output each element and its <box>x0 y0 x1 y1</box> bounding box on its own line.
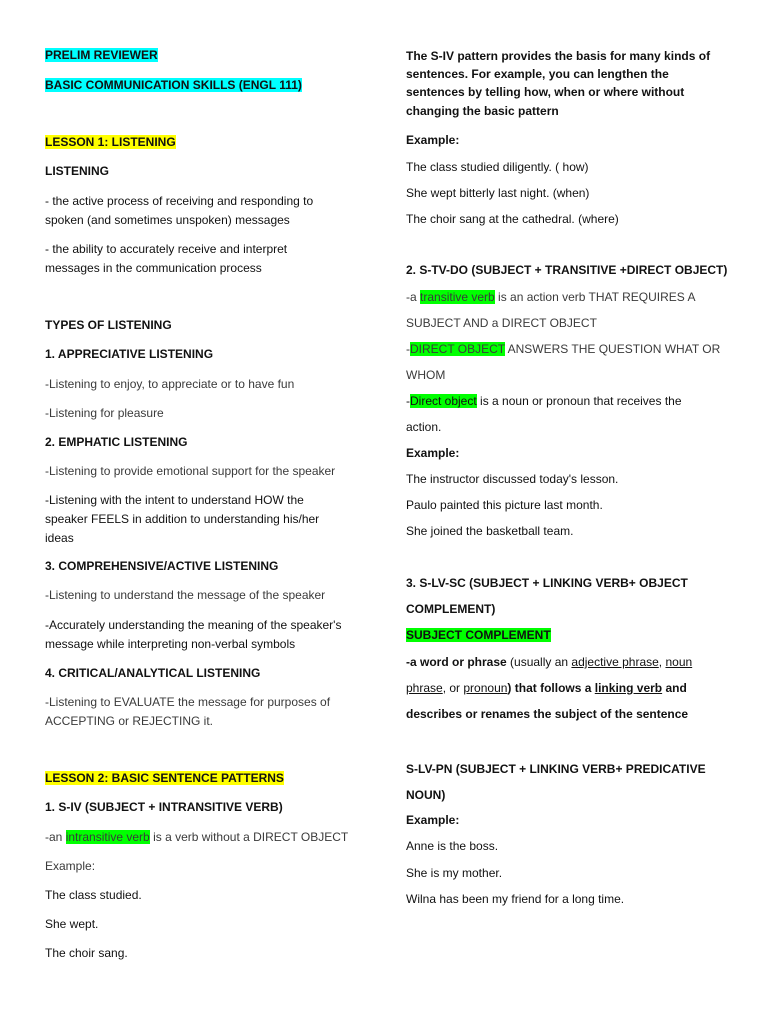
example-label: Example: <box>406 446 460 460</box>
pattern-definition: -DIRECT OBJECT ANSWERS THE QUESTION WHAT OR <box>406 342 721 356</box>
type-line: -Listening for pleasure <box>45 406 164 420</box>
example-label: Example: <box>406 133 460 147</box>
example-sentence: Anne is the boss. <box>406 839 499 853</box>
pattern-definition: -a transitive verb is an action verb THAT REQUIRES A <box>406 290 696 304</box>
pattern-definition: -Direct object is a noun or pronoun that receives the <box>406 394 682 408</box>
example-sentence: She wept. <box>45 917 99 931</box>
pattern-heading: S-LV-PN (SUBJECT + LINKING VERB+ PREDICATIVE <box>406 762 706 776</box>
example-sentence: Paulo painted this picture last month. <box>406 498 603 512</box>
example-sentence: Wilna has been my friend for a long time. <box>406 892 625 906</box>
example-label: Example: <box>406 813 460 827</box>
pattern-note: sentences. For example, you can lengthen the <box>406 67 669 81</box>
pattern-definition: WHOM <box>406 368 446 382</box>
pattern-note: sentences by telling how, when or where without <box>406 85 685 99</box>
definition-line: messages in the communication process <box>45 261 262 275</box>
type-line: -Listening to EVALUATE the message for purposes of <box>45 695 331 709</box>
example-sentence: She is my mother. <box>406 866 503 880</box>
pattern-heading: NOUN) <box>406 788 446 802</box>
type-line: speaker FEELS in addition to understanding his/her <box>45 512 320 526</box>
type-line: -Listening to enjoy, to appreciate or to have fun <box>45 377 295 391</box>
pattern-heading: 1. S-IV (SUBJECT + INTRANSITIVE VERB) <box>45 800 283 814</box>
type-line: message while interpreting non-verbal symbols <box>45 637 296 651</box>
subject-complement-definition: describes or renames the subject of the sentence <box>406 707 689 721</box>
lesson1-heading: LESSON 1: LISTENING <box>45 135 176 149</box>
pattern-definition: -an intransitive verb is a verb without a DIRECT OBJECT <box>45 830 349 844</box>
example-sentence: The class studied diligently. ( how) <box>406 160 589 174</box>
pattern-heading: 2. S-TV-DO (SUBJECT + TRANSITIVE +DIRECT OBJECT) <box>406 263 728 277</box>
type-heading: 2. EMPHATIC LISTENING <box>45 435 188 449</box>
types-heading: TYPES OF LISTENING <box>45 318 172 332</box>
subject-complement-definition: phrase, or pronoun) that follows a linking verb and <box>406 681 687 695</box>
example-sentence: The instructor discussed today's lesson. <box>406 472 619 486</box>
definition-line: spoken (and sometimes unspoken) messages <box>45 213 290 227</box>
type-line: -Listening to provide emotional support for the speaker <box>45 464 336 478</box>
pattern-heading: COMPLEMENT) <box>406 602 496 616</box>
pattern-note: The S-IV pattern provides the basis for many kinds of <box>406 49 711 63</box>
definition-line: - the active process of receiving and responding to <box>45 194 314 208</box>
listening-term: LISTENING <box>45 164 110 178</box>
subject-complement-definition: -a word or phrase (usually an adjective phrase, noun <box>406 655 693 669</box>
type-heading: 3. COMPREHENSIVE/ACTIVE LISTENING <box>45 559 279 573</box>
pattern-heading: 3. S-LV-SC (SUBJECT + LINKING VERB+ OBJECT <box>406 576 688 590</box>
type-heading: 4. CRITICAL/ANALYTICAL LISTENING <box>45 666 261 680</box>
pattern-definition: SUBJECT AND a DIRECT OBJECT <box>406 316 597 330</box>
example-sentence: The class studied. <box>45 888 142 902</box>
course-title: BASIC COMMUNICATION SKILLS (ENGL 111) <box>45 78 302 92</box>
subject-complement-label: SUBJECT COMPLEMENT <box>406 628 551 642</box>
example-label: Example: <box>45 859 96 873</box>
pattern-note: changing the basic pattern <box>406 104 559 118</box>
pattern-definition: action. <box>406 420 442 434</box>
type-line: -Accurately understanding the meaning of the speaker's <box>45 618 342 632</box>
type-line: -Listening to understand the message of the speaker <box>45 588 326 602</box>
type-line: ACCEPTING or REJECTING it. <box>45 714 214 728</box>
example-sentence: The choir sang. <box>45 946 128 960</box>
definition-line: - the ability to accurately receive and interpret <box>45 242 288 256</box>
type-heading: 1. APPRECIATIVE LISTENING <box>45 347 214 361</box>
lesson2-heading: LESSON 2: BASIC SENTENCE PATTERNS <box>45 771 284 785</box>
example-sentence: She joined the basketball team. <box>406 524 574 538</box>
type-line: ideas <box>45 531 74 545</box>
document-title: PRELIM REVIEWER <box>45 48 158 62</box>
example-sentence: She wept bitterly last night. (when) <box>406 186 590 200</box>
example-sentence: The choir sang at the cathedral. (where) <box>406 212 619 226</box>
type-line: -Listening with the intent to understand HOW the <box>45 493 304 507</box>
